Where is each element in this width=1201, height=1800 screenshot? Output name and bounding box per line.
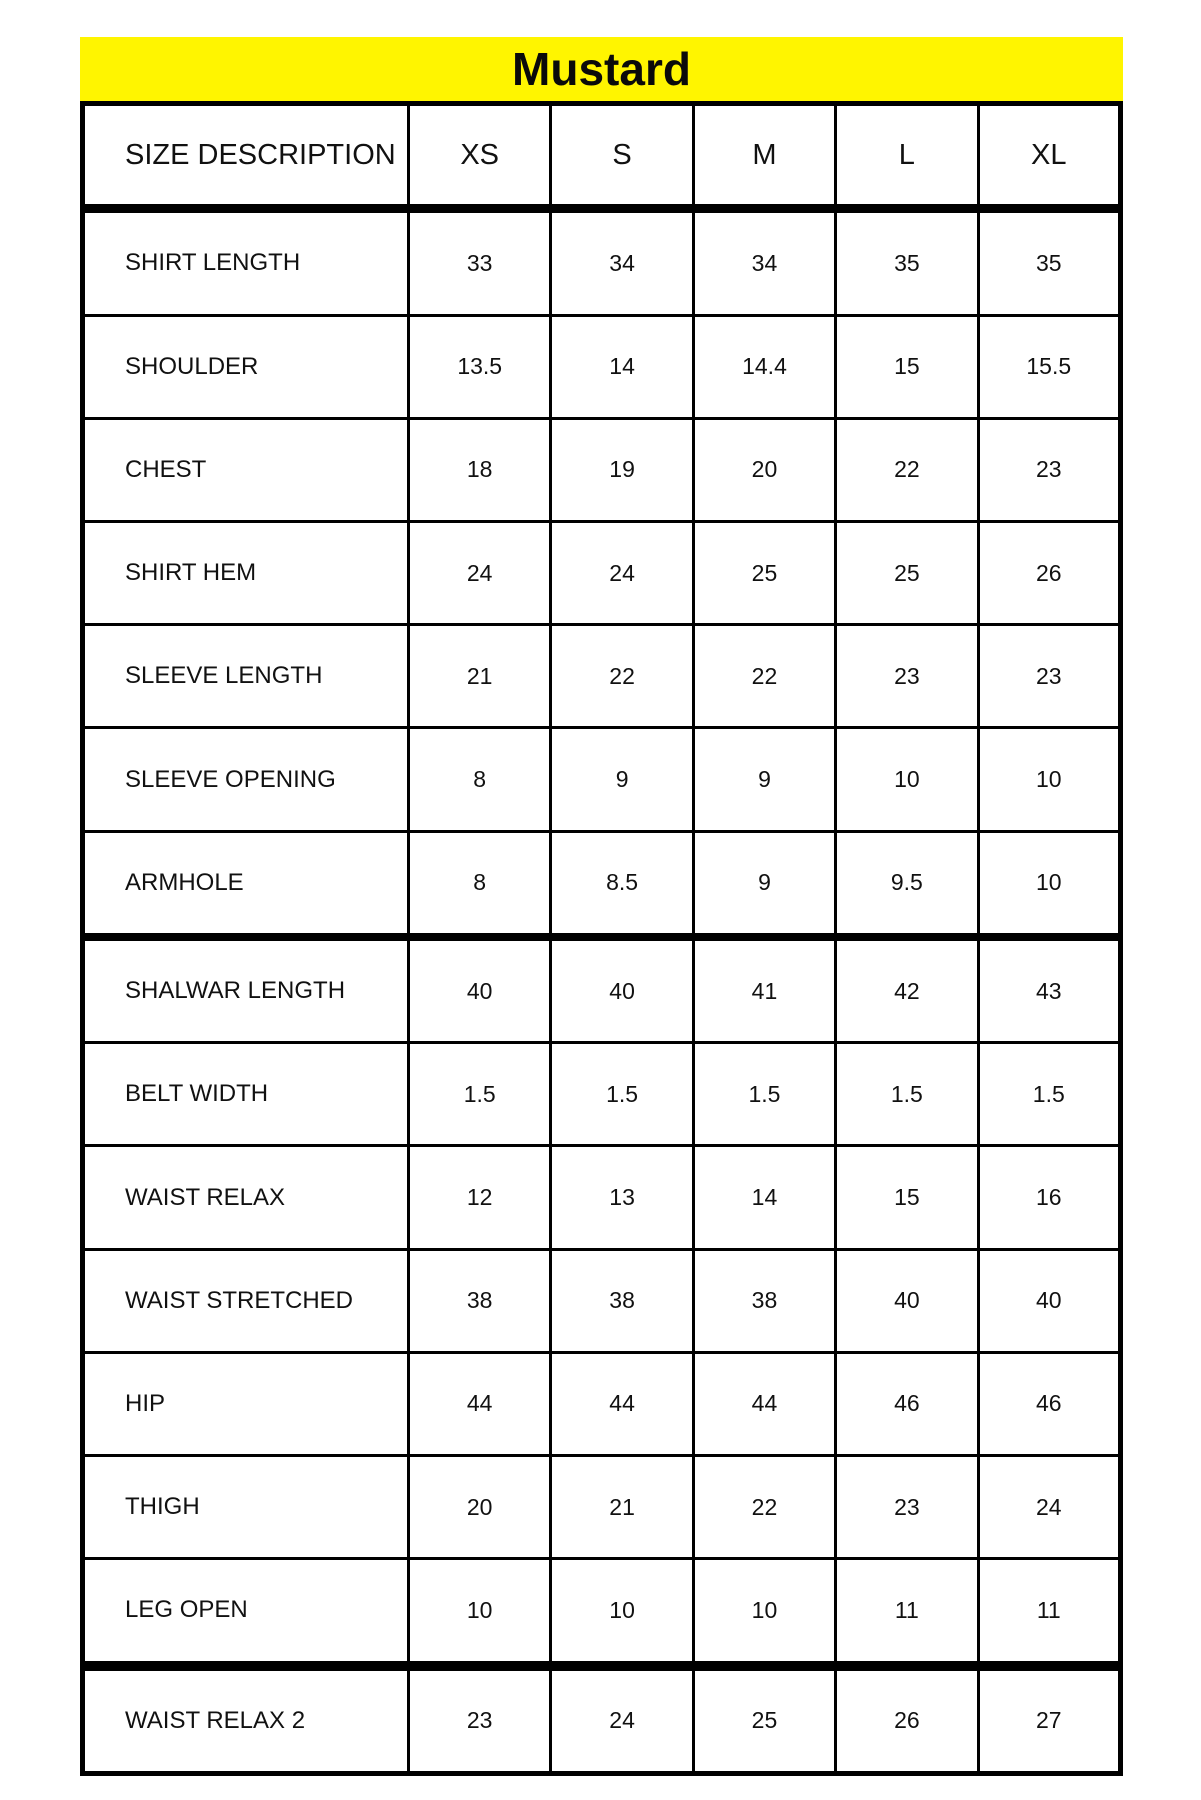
cell-m: 9 [693, 831, 835, 937]
cell-s: 10 [551, 1559, 693, 1666]
cell-l: 22 [836, 418, 978, 521]
cell-xl: 46 [978, 1352, 1120, 1455]
cell-s: 24 [551, 521, 693, 624]
row-label: LEG OPEN [83, 1559, 409, 1666]
row-label: THIGH [83, 1456, 409, 1559]
page-title: Mustard [512, 43, 691, 95]
row-label: BELT WIDTH [83, 1043, 409, 1146]
cell-l: 9.5 [836, 831, 978, 937]
cell-xl: 1.5 [978, 1043, 1120, 1146]
table-row [83, 521, 1121, 624]
cell-m: 1.5 [693, 1043, 835, 1146]
cell-m: 22 [693, 1456, 835, 1559]
cell-s: 40 [551, 937, 693, 1043]
row-label: SHIRT HEM [83, 521, 409, 624]
cell-l: 11 [836, 1559, 978, 1666]
cell-xl: 26 [978, 521, 1120, 624]
cell-s: 19 [551, 418, 693, 521]
cell-xs: 40 [409, 937, 551, 1043]
cell-xs: 38 [409, 1249, 551, 1352]
cell-xl: 11 [978, 1559, 1120, 1666]
cell-s: 21 [551, 1456, 693, 1559]
cell-m: 25 [693, 1666, 835, 1774]
cell-xs: 21 [409, 625, 551, 728]
cell-xl: 24 [978, 1456, 1120, 1559]
cell-l: 23 [836, 625, 978, 728]
table-row [83, 1352, 1121, 1455]
cell-m: 38 [693, 1249, 835, 1352]
row-label: WAIST STRETCHED [83, 1249, 409, 1352]
cell-l: 35 [836, 209, 978, 315]
cell-m: 25 [693, 521, 835, 624]
cell-s: 13 [551, 1146, 693, 1249]
cell-m: 9 [693, 728, 835, 831]
cell-xl: 15.5 [978, 315, 1120, 418]
cell-xs: 23 [409, 1666, 551, 1774]
table-header-row [83, 104, 1121, 209]
cell-s: 34 [551, 209, 693, 315]
table-row [83, 728, 1121, 831]
cell-s: 8.5 [551, 831, 693, 937]
cell-xs: 8 [409, 728, 551, 831]
cell-l: 40 [836, 1249, 978, 1352]
cell-m: 20 [693, 418, 835, 521]
cell-m: 44 [693, 1352, 835, 1455]
cell-xs: 13.5 [409, 315, 551, 418]
header-size-description: SIZE DESCRIPTION [83, 104, 409, 209]
cell-s: 22 [551, 625, 693, 728]
cell-l: 15 [836, 315, 978, 418]
cell-xs: 18 [409, 418, 551, 521]
table-row [83, 315, 1121, 418]
cell-s: 14 [551, 315, 693, 418]
cell-s: 38 [551, 1249, 693, 1352]
cell-xl: 27 [978, 1666, 1120, 1774]
cell-xl: 10 [978, 831, 1120, 937]
header-size-s: S [551, 104, 693, 209]
cell-m: 34 [693, 209, 835, 315]
cell-xs: 10 [409, 1559, 551, 1666]
title-banner [80, 37, 1123, 101]
cell-l: 15 [836, 1146, 978, 1249]
table-row [83, 831, 1121, 937]
cell-xl: 23 [978, 418, 1120, 521]
cell-l: 26 [836, 1666, 978, 1774]
row-label: CHEST [83, 418, 409, 521]
cell-xs: 24 [409, 521, 551, 624]
table-row [83, 1559, 1121, 1666]
cell-xs: 44 [409, 1352, 551, 1455]
cell-xs: 20 [409, 1456, 551, 1559]
cell-xl: 43 [978, 937, 1120, 1043]
cell-l: 25 [836, 521, 978, 624]
cell-s: 44 [551, 1352, 693, 1455]
header-size-l: L [836, 104, 978, 209]
cell-xl: 40 [978, 1249, 1120, 1352]
cell-xl: 35 [978, 209, 1120, 315]
cell-s: 1.5 [551, 1043, 693, 1146]
table-row [83, 1666, 1121, 1774]
cell-xl: 10 [978, 728, 1120, 831]
cell-l: 23 [836, 1456, 978, 1559]
row-label: ARMHOLE [83, 831, 409, 937]
cell-l: 46 [836, 1352, 978, 1455]
table-row [83, 1249, 1121, 1352]
cell-xs: 33 [409, 209, 551, 315]
cell-l: 1.5 [836, 1043, 978, 1146]
cell-xl: 23 [978, 625, 1120, 728]
table-row [83, 418, 1121, 521]
cell-l: 42 [836, 937, 978, 1043]
cell-m: 14.4 [693, 315, 835, 418]
header-size-m: M [693, 104, 835, 209]
table-row [83, 1456, 1121, 1559]
row-label: SHOULDER [83, 315, 409, 418]
header-size-xl: XL [978, 104, 1120, 209]
cell-l: 10 [836, 728, 978, 831]
table-row [83, 1043, 1121, 1146]
row-label: SLEEVE LENGTH [83, 625, 409, 728]
cell-m: 14 [693, 1146, 835, 1249]
row-label: SHALWAR LENGTH [83, 937, 409, 1043]
cell-s: 9 [551, 728, 693, 831]
cell-m: 41 [693, 937, 835, 1043]
cell-m: 10 [693, 1559, 835, 1666]
row-label: SLEEVE OPENING [83, 728, 409, 831]
table-row [83, 625, 1121, 728]
row-label: SHIRT LENGTH [83, 209, 409, 315]
cell-xs: 8 [409, 831, 551, 937]
cell-xs: 1.5 [409, 1043, 551, 1146]
size-chart-table [80, 101, 1123, 1776]
table-row [83, 209, 1121, 315]
row-label: HIP [83, 1352, 409, 1455]
cell-xl: 16 [978, 1146, 1120, 1249]
cell-m: 22 [693, 625, 835, 728]
header-size-xs: XS [409, 104, 551, 209]
cell-s: 24 [551, 1666, 693, 1774]
row-label: WAIST RELAX 2 [83, 1666, 409, 1774]
cell-xs: 12 [409, 1146, 551, 1249]
table-row [83, 1146, 1121, 1249]
row-label: WAIST RELAX [83, 1146, 409, 1249]
table-row [83, 937, 1121, 1043]
